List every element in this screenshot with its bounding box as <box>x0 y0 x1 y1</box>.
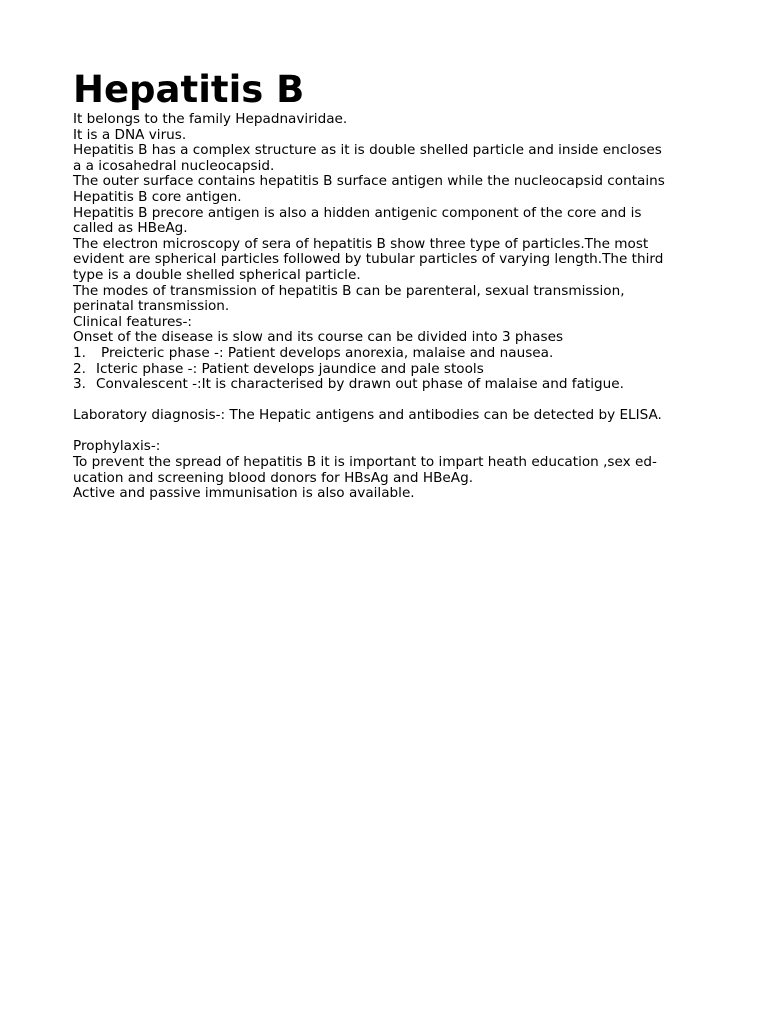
body-line: To prevent the spread of hepatitis B it is important to impart heath education ,sex ed- <box>73 454 657 471</box>
body-line: Onset of the disease is slow and its course can be divided into 3 phases <box>73 329 564 346</box>
body-line: type is a double shelled spherical particle. <box>73 266 361 283</box>
body-line: Hepatitis B precore antigen is also a hidden antigenic component of the core and is <box>73 204 642 221</box>
clinical-features-heading: Clinical features-: <box>73 313 192 330</box>
list-number: 3. <box>73 376 86 393</box>
body-line: It belongs to the family Hepadnaviridae. <box>73 111 348 127</box>
phase-list-item <box>73 377 713 393</box>
list-number: 2. <box>73 360 86 377</box>
body-line: The electron microscopy of sera of hepatitis B show three type of particles.The most <box>73 235 649 252</box>
body-line: The modes of transmission of hepatitis B can be parenteral, sexual transmission, <box>73 282 625 299</box>
list-item-text: Preicteric phase -: Patient develops anorexia, malaise and nausea. <box>101 344 554 361</box>
body-line: It is a DNA virus. <box>73 126 187 143</box>
body-line: Hepatitis B core antigen. <box>73 188 242 205</box>
prophylaxis-heading: Prophylaxis-: <box>73 438 161 455</box>
body-line: perinatal transmission. <box>73 298 230 315</box>
document-body <box>73 112 713 502</box>
blank-line <box>73 393 713 409</box>
body-line: The outer surface contains hepatitis B surface antigen while the nucleocapsid contains <box>73 173 665 190</box>
list-item-text: Icteric phase -: Patient develops jaundice and pale stools <box>96 360 484 377</box>
document-title: Hepatitis B <box>73 68 305 111</box>
lab-diagnosis-line: Laboratory diagnosis-: The Hepatic antigens and antibodies can be detected by ELISA. <box>73 407 662 424</box>
list-item-text: Convalescent -:It is characterised by drawn out phase of malaise and fatigue. <box>96 376 624 393</box>
body-line: ucation and screening blood donors for HBsAg and HBeAg. <box>73 469 474 486</box>
body-line: a a icosahedral nucleocapsid. <box>73 157 275 174</box>
phase-list-item <box>73 346 713 362</box>
body-line: called as HBeAg. <box>73 220 188 237</box>
body-line: Active and passive immunisation is also available. <box>73 485 415 502</box>
phase-list-item <box>73 362 713 378</box>
body-line: Hepatitis B has a complex structure as it is double shelled particle and inside encloses <box>73 142 662 159</box>
body-line: evident are spherical particles followed by tubular particles of varying length.The third <box>73 251 664 268</box>
blank-line <box>73 424 713 440</box>
list-number: 1. <box>73 344 86 361</box>
document-page <box>73 68 713 502</box>
